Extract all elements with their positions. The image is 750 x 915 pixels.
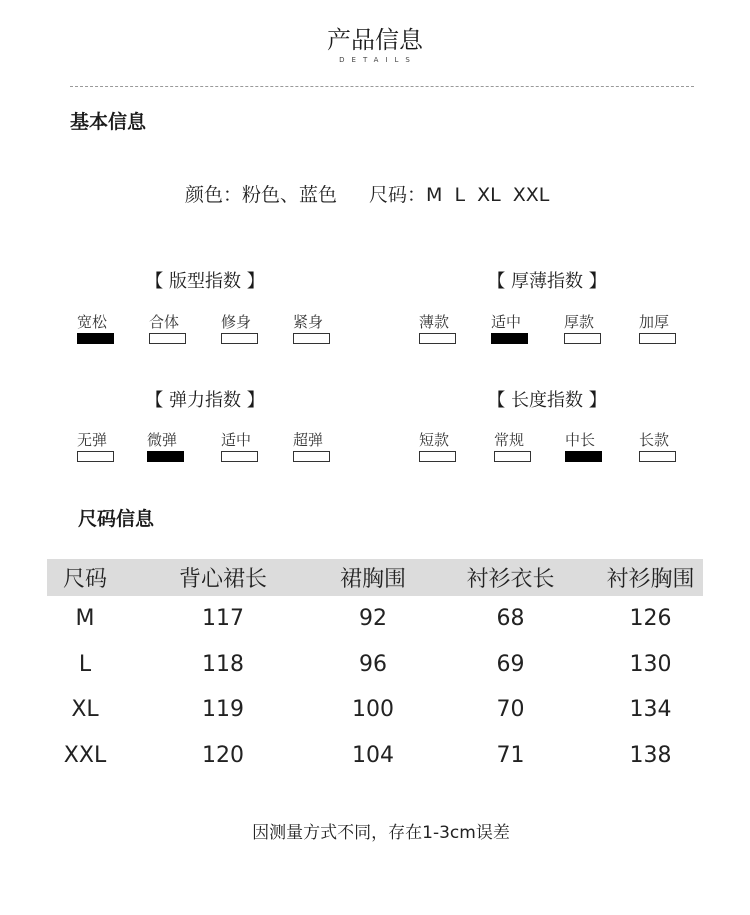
table-cell: XL — [71, 697, 99, 723]
length-option-2-box — [494, 451, 531, 462]
length-option-1-box — [419, 451, 456, 462]
thickness-option-4-box — [639, 333, 676, 344]
fit-option-1 — [77, 311, 137, 332]
elasticity-option-3-box — [221, 451, 258, 462]
table-cell: L — [78, 651, 92, 677]
elasticity-option-4-box — [293, 451, 330, 462]
table-cell: 119 — [202, 697, 244, 723]
size-info-heading: 尺码信息 — [78, 508, 155, 530]
table-row — [47, 642, 703, 688]
thickness-index-title: 【 厚薄指数 】 — [487, 271, 607, 292]
size-value: M L XL XXL — [426, 184, 550, 206]
table-cell: 100 — [352, 697, 394, 723]
fit-option-3-box — [221, 333, 258, 344]
table-cell: 138 — [629, 742, 672, 768]
thickness-option-2-label: 适中 — [491, 313, 522, 331]
length-option-2 — [494, 429, 554, 450]
elasticity-option-4-label: 超弹 — [293, 431, 324, 449]
elasticity-option-3-label: 适中 — [221, 431, 252, 449]
table-row — [47, 687, 703, 733]
fit-option-4-box — [293, 333, 330, 344]
table-cell: 130 — [629, 651, 672, 677]
table-cell: 134 — [629, 697, 672, 723]
column-header: 衬衫胸围 — [598, 559, 703, 596]
table-cell: 117 — [202, 606, 244, 632]
column-header: 衬衫衣长 — [423, 559, 598, 596]
thickness-option-2-box — [491, 333, 528, 344]
length-option-3-box — [565, 451, 602, 462]
table-cell: 69 — [496, 651, 525, 677]
table-header-row — [47, 559, 703, 596]
color-value: 粉色、蓝色 — [242, 184, 338, 206]
size-table — [47, 559, 703, 778]
table-row — [47, 596, 703, 642]
basic-info-heading: 基本信息 — [70, 111, 147, 133]
elasticity-option-2-box — [147, 451, 184, 462]
length-index-title: 【 长度指数 】 — [487, 390, 607, 411]
table-cell: 120 — [202, 742, 244, 768]
column-header: 背心裙长 — [123, 559, 323, 596]
dashed-divider — [70, 86, 694, 87]
table-row — [47, 733, 703, 779]
elasticity-option-1-label: 无弹 — [77, 431, 108, 449]
page-subtitle: DETAILS — [339, 56, 417, 64]
fit-option-4 — [293, 311, 353, 332]
length-option-2-label: 常规 — [494, 431, 525, 449]
measurement-note: 因测量方式不同，存在1-3cm误差 — [252, 823, 510, 843]
table-cell: 68 — [496, 606, 525, 632]
thickness-option-1-box — [419, 333, 456, 344]
spec-line — [185, 180, 549, 207]
length-option-3-label: 中长 — [565, 431, 596, 449]
elasticity-option-4 — [293, 429, 353, 450]
table-cell: 126 — [629, 606, 672, 632]
elasticity-option-1 — [77, 429, 137, 450]
elasticity-option-3 — [221, 429, 281, 450]
thickness-option-4-label: 加厚 — [639, 313, 670, 331]
elasticity-index-title: 【 弹力指数 】 — [145, 390, 265, 411]
color-label: 颜色： — [185, 184, 243, 206]
thickness-option-4 — [639, 311, 699, 332]
length-option-1 — [419, 429, 479, 450]
column-header: 尺码 — [47, 559, 123, 596]
table-cell: 104 — [352, 742, 394, 768]
fit-option-2 — [149, 311, 209, 332]
fit-index-title: 【 版型指数 】 — [145, 271, 265, 292]
table-cell: 96 — [359, 651, 387, 677]
fit-option-1-box — [77, 333, 114, 344]
length-option-1-label: 短款 — [419, 431, 450, 449]
thickness-option-3 — [564, 311, 624, 332]
fit-option-2-box — [149, 333, 186, 344]
table-cell: XXL — [63, 742, 107, 768]
table-cell: 70 — [496, 697, 525, 723]
fit-option-3 — [221, 311, 281, 332]
size-label: 尺码： — [369, 184, 427, 206]
thickness-option-1-label: 薄款 — [419, 313, 450, 331]
length-option-4-label: 长款 — [639, 431, 670, 449]
length-option-4 — [639, 429, 699, 450]
fit-option-1-label: 宽松 — [77, 313, 108, 331]
thickness-option-2 — [491, 311, 551, 332]
thickness-option-3-label: 厚款 — [564, 313, 595, 331]
elasticity-option-2 — [147, 429, 207, 450]
elasticity-option-2-label: 微弹 — [147, 431, 178, 449]
fit-option-4-label: 紧身 — [293, 313, 324, 331]
length-option-3 — [565, 429, 625, 450]
table-cell: 71 — [496, 742, 525, 768]
thickness-option-3-box — [564, 333, 601, 344]
fit-option-3-label: 修身 — [221, 313, 252, 331]
fit-option-2-label: 合体 — [149, 313, 180, 331]
column-header: 裙胸围 — [323, 559, 423, 596]
thickness-option-1 — [419, 311, 479, 332]
table-cell: M — [75, 606, 95, 632]
table-cell: 118 — [202, 651, 244, 677]
length-option-4-box — [639, 451, 676, 462]
elasticity-option-1-box — [77, 451, 114, 462]
page-title: 产品信息 — [327, 26, 423, 54]
table-cell: 92 — [359, 606, 387, 632]
